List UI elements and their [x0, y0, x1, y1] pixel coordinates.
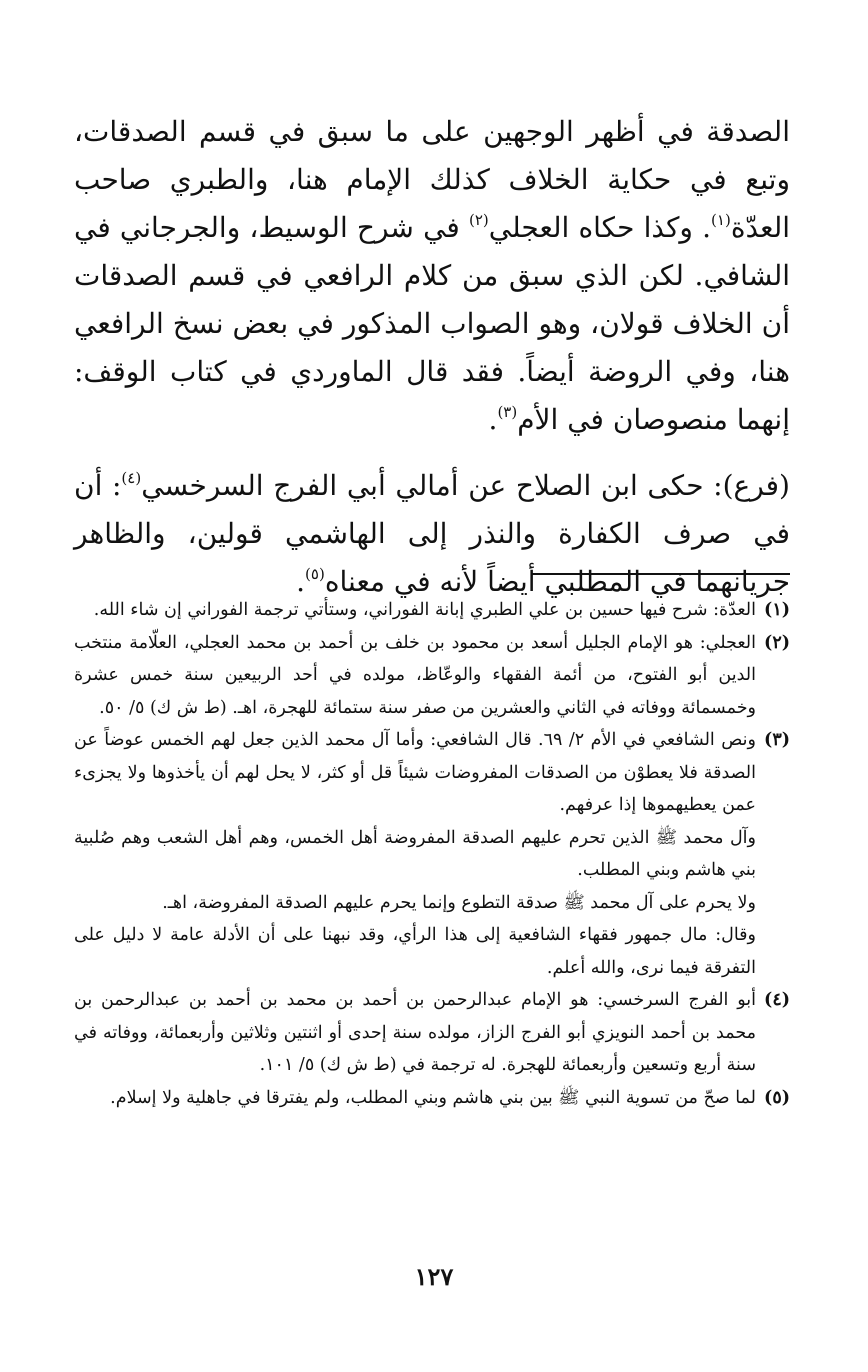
- footnote-1: [74, 594, 790, 627]
- footnote-ref-1[interactable]: (١): [711, 211, 731, 229]
- text-segment: . وكذا حكاه العجلي: [488, 211, 712, 244]
- footnote-ref-5[interactable]: (٥): [305, 565, 325, 583]
- text-segment: الصدقة في أظهر الوجهين على ما سبق في قسم الصدقات، وتبع في حكاية الخلاف كذلك الإمام هنا، والطبري صاحب العدّة: [74, 115, 790, 244]
- footnotes: [74, 594, 790, 1114]
- footnote-text: أبو الفرج السرخسي: هو الإمام عبدالرحمن بن أحمد بن محمد بن أحمد بن عبدالرحمن بن محمد بن أحمد النويزي أبو الفرج الزاز، مولده سنة إحدى أو اثنتين وثلاثين وأربعمائة، ووفاته في سنة أربع وتسعين وأربعمائة للهجرة. له ترجمة في (ط ش ك) ٥/ ١٠١.: [74, 990, 756, 1075]
- footnote-text: وقال: مال جمهور فقهاء الشافعية إلى هذا الرأي، وقد نبهنا على أن الأدلة عامة لا دليل على التفرقة فيما نرى، والله أعلم.: [74, 925, 756, 978]
- footnote-number: (١): [764, 600, 790, 620]
- text-segment: (فرع): حكى ابن الصلاح عن أمالي أبي الفرج السرخسي: [141, 469, 790, 502]
- footnote-text: وآل محمد ﷺ الذين تحرم عليهم الصدقة المفروضة أهل الخمس، وهم أهل الشعب وهم صُلبية بني هاشم وبني المطلب.: [74, 827, 756, 880]
- text-segment: : أن في صرف الكفارة والنذر إلى الهاشمي قولين، والظاهر جريانهما في المطلبي أيضاً لأنه في معناه: [74, 469, 790, 598]
- footnote-text: ونص الشافعي في الأم ٢/ ٦٩. قال الشافعي: وأما آل محمد الذين جعل لهم الخمس عوضاً عن الصدقة فلا يعطوْن من الصدقات المفروضات شيئاً قل أو كثر، لا يحل لهم أن يأخذوها ولا يجزىء عمن يعطيهموها إذا عرفهم.: [74, 730, 756, 815]
- footnote-text: العدّة: شرح فيها حسين بن علي الطبري إبانة الفوراني، وستأتي ترجمة الفوراني إن شاء الله.: [93, 600, 756, 620]
- text-segment: .: [488, 403, 498, 436]
- footnote-ref-4[interactable]: (٤): [121, 469, 142, 487]
- footnote-5: [74, 1082, 790, 1115]
- footnote-4: [74, 984, 790, 1082]
- text-segment: في شرح الوسيط، والجرجاني في الشافي. لكن الذي سبق من كلام الرافعي في قسم الصدقات أن الخلاف قولان، وهو الصواب المذكور في بعض نسخ الرافعي هنا، وفي الروضة أيضاً. فقد قال الماوردي في كتاب الوقف: إنهما منصوصان في الأم: [74, 211, 790, 436]
- footnote-3: [74, 724, 790, 984]
- paragraph-1: [74, 108, 790, 444]
- footnote-number: (٥): [764, 1087, 790, 1108]
- footnote-number: (٣): [764, 730, 790, 750]
- footnote-separator: [532, 573, 790, 575]
- footnote-text: العجلي: هو الإمام الجليل أسعد بن محمود بن خلف بن أحمد بن محمد العجلي، العلّامة منتخب الدين أبو الفتوح، من أئمة الفقهاء والوعّاظ، مولده في أحد الربيعين سنة خمس عشرة وخمسمائة ووفاته في الثاني والعشرين من صفر سنة ستمائة للهجرة، اهـ. (ط ش ك) ٥/ ٥٠.: [74, 632, 756, 718]
- footnote-ref-3[interactable]: (٣): [497, 403, 518, 421]
- page-number: ١٢٧: [414, 1262, 454, 1291]
- footnote-ref-2[interactable]: (٢): [468, 211, 489, 229]
- footnote-text: ولا يحرم على آل محمد ﷺ صدقة التطوع وإنما يحرم عليهم الصدقة المفروضة، اهـ.: [162, 892, 756, 913]
- text-segment: .: [296, 565, 306, 598]
- paragraph-2: [74, 462, 790, 606]
- footnote-number: (٤): [764, 990, 790, 1010]
- main-text: [74, 108, 790, 624]
- footnote-2: [74, 627, 790, 725]
- footnote-number: (٢): [764, 632, 790, 653]
- footnote-text: لما صحّ من تسوية النبي ﷺ بين بني هاشم وبني المطلب، ولم يفترقا في جاهلية ولا إسلام.: [110, 1087, 756, 1108]
